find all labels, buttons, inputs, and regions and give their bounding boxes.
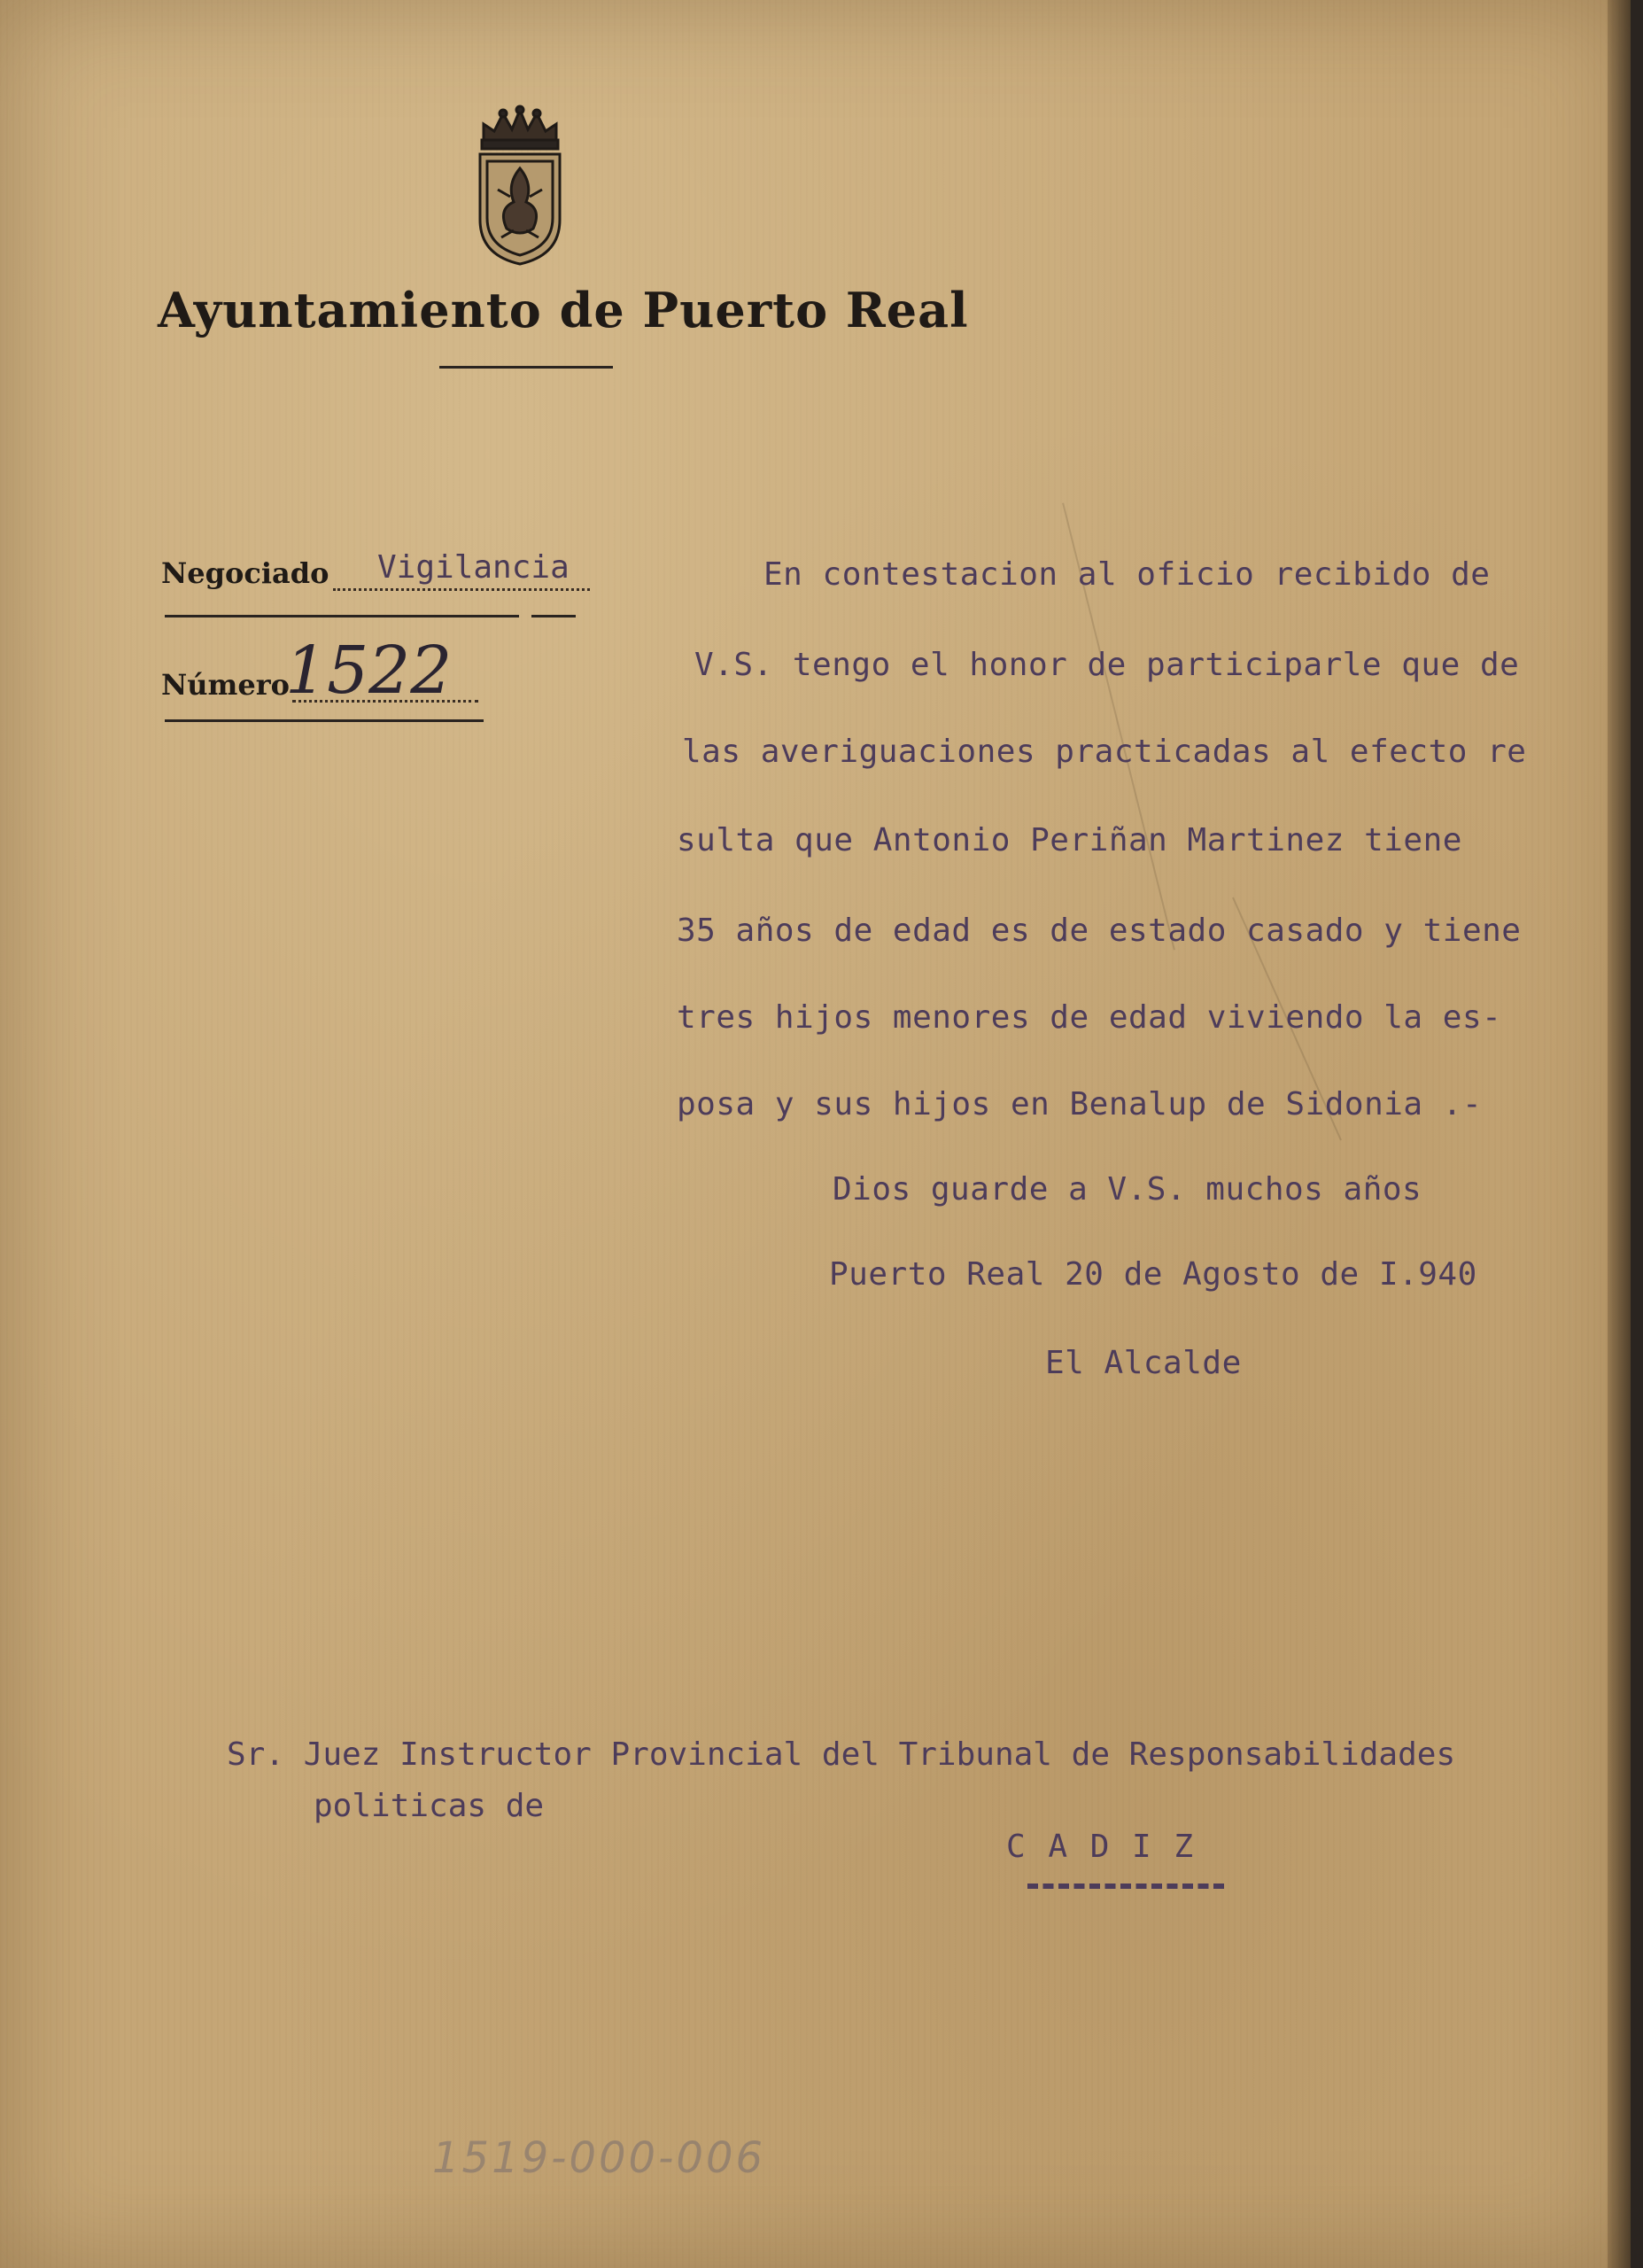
body-line: las averiguaciones practicadas al efecto re <box>682 734 1527 770</box>
negociado-value: Vigilancia <box>377 549 570 586</box>
body-line: sulta que Antonio Periñan Martinez tiene <box>677 822 1462 858</box>
place-date-line: Puerto Real 20 de Agosto de I.940 <box>829 1256 1477 1293</box>
body-line: tres hijos menores de edad viviendo la es- <box>677 999 1502 1036</box>
body-line: 35 años de edad es de estado casado y tiene <box>677 913 1522 949</box>
letterhead-title: Ayuntamiento de Puerto Real <box>158 282 969 338</box>
body-line: posa y sus hijos en Benalup de Sidonia .- <box>677 1086 1483 1122</box>
negociado-rule-end <box>531 615 576 617</box>
page-edge-shadow <box>1608 0 1631 2268</box>
numero-rule <box>165 719 484 722</box>
addressee-city: C A D I Z <box>1006 1829 1196 1865</box>
numero-handwritten-value: 1522 <box>285 633 453 709</box>
city-underline <box>1027 1884 1224 1889</box>
numero-label: Número <box>161 668 290 702</box>
negociado-dotted-line <box>333 588 590 591</box>
signature-line: El Alcalde <box>1045 1345 1242 1381</box>
addressee-line-2: politicas de <box>314 1788 545 1824</box>
coat-of-arms-icon <box>471 105 569 268</box>
archive-reference: 1519-000-006 <box>432 2133 766 2183</box>
body-line: V.S. tengo el honor de participarle que de <box>694 647 1520 683</box>
addressee-line-1: Sr. Juez Instructor Provincial del Tribunal de Responsabilidades <box>227 1736 1456 1773</box>
negociado-label: Negociado <box>161 556 329 590</box>
closing-line: Dios guarde a V.S. muchos años <box>833 1171 1422 1208</box>
negociado-rule <box>165 615 519 617</box>
body-line: En contestacion al oficio recibido de <box>763 556 1491 593</box>
letterhead-underline <box>439 366 613 369</box>
